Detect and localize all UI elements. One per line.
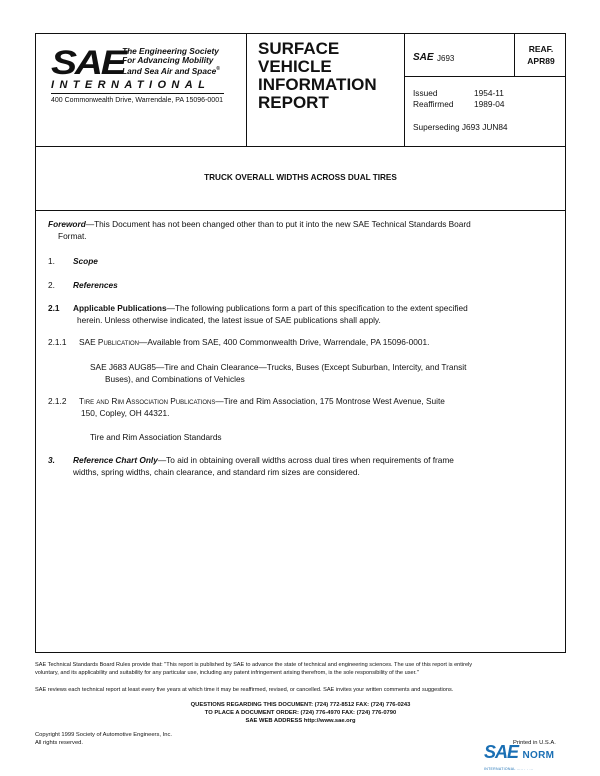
foreword bbox=[48, 219, 471, 231]
reference-entry: Tire and Rim Association Standards bbox=[90, 432, 222, 442]
report-type bbox=[258, 40, 377, 112]
reaffirmed-row bbox=[413, 99, 504, 109]
header-divider bbox=[35, 146, 566, 147]
section-text: —The following publications form a part of this specification to the extent specified bbox=[166, 303, 468, 313]
printed-in: Printed in U.S.A. bbox=[513, 740, 556, 746]
section-text-continued: 150, Copley, OH 44321. bbox=[81, 408, 170, 418]
section-text: —Tire and Rim Association, 175 Montrose West Avenue, Suite bbox=[215, 396, 445, 406]
logo-tagline-line: Land Sea Air and Space® bbox=[122, 65, 220, 76]
section-text-continued: herein. Unless otherwise indicated, the latest issue of SAE publications shall apply. bbox=[77, 315, 381, 325]
section-reference-chart bbox=[73, 455, 454, 467]
logo-tagline-line: For Advancing Mobility bbox=[122, 55, 214, 65]
watermark-mark: SAE bbox=[484, 742, 519, 762]
watermark-text: NORM bbox=[522, 750, 555, 761]
header-column-divider bbox=[514, 33, 515, 76]
header-row-divider bbox=[404, 76, 566, 77]
copyright-line: Copyright 1999 Society of Automotive Engineers, Inc. bbox=[35, 732, 172, 738]
section-text-continued: widths, spring widths, chain clearance, and standard rim sizes are considered. bbox=[73, 467, 360, 477]
document-title: TRUCK OVERALL WIDTHS ACROSS DUAL TIRES bbox=[204, 173, 397, 182]
section-title-scope: Scope bbox=[73, 256, 98, 266]
section-title: Reference Chart Only bbox=[73, 455, 158, 465]
logo-tagline bbox=[122, 47, 220, 76]
logo-international: INTERNATIONAL bbox=[51, 79, 211, 91]
footer-disclaimer bbox=[35, 662, 565, 677]
section-number: 2.1.1 bbox=[48, 337, 67, 347]
logo-address: 400 Commonwealth Drive, Warrendale, PA 15096-0001 bbox=[51, 97, 223, 104]
section-text: —Available from SAE, 400 Commonwealth Drive, Warrendale, PA 15096-0001. bbox=[139, 337, 430, 347]
doc-number: J693 bbox=[437, 54, 455, 63]
section-sae-publication bbox=[79, 337, 429, 349]
reaffirmed-label: Reaffirmed bbox=[413, 99, 454, 109]
report-type-line: SURFACE bbox=[258, 39, 340, 58]
foreword-text: —This Document has not been changed other than to put it into the new SAE Technical Standards Board bbox=[85, 219, 471, 229]
section-label: SAE Publication bbox=[79, 337, 140, 347]
header-column-divider bbox=[246, 33, 247, 146]
status-block bbox=[521, 43, 561, 67]
logo-rule bbox=[51, 93, 224, 94]
footer-questions: QUESTIONS REGARDING THIS DOCUMENT: (724) 772-8512 FAX: (724) 776-0243 bbox=[190, 702, 411, 708]
sae-norm-watermark bbox=[484, 742, 554, 763]
footer-disclaimer-line: SAE Technical Standards Board Rules provide that: "This report is published by SAE to advance the state of technical and engineering sciences. The use of this report is entirely bbox=[35, 662, 473, 668]
watermark-subtext: INTERNATIONAL ..... . . ... bbox=[484, 767, 534, 771]
reference-entry-continued: Buses), and Combinations of Vehicles bbox=[105, 374, 245, 384]
section-applicable-publications bbox=[73, 303, 468, 315]
section-number: 2.1.2 bbox=[48, 396, 67, 406]
superseding: Superseding J693 JUN84 bbox=[413, 122, 508, 132]
report-type-line: REPORT bbox=[258, 93, 329, 112]
issued-value: 1954-11 bbox=[474, 88, 504, 98]
copyright-line: All rights reserved. bbox=[35, 739, 84, 746]
status-line: REAF. bbox=[528, 44, 554, 54]
section-number: 2.1 bbox=[48, 303, 60, 313]
section-text: —To aid in obtaining overall widths across dual tires when requirements of frame bbox=[157, 455, 454, 465]
foreword-label: Foreword bbox=[48, 219, 86, 229]
report-type-line: INFORMATION bbox=[258, 75, 377, 94]
footer-web-address[interactable]: SAE WEB ADDRESS http://www.sae.org bbox=[245, 718, 356, 724]
section-tire-rim-publications bbox=[79, 396, 445, 408]
section-number: 2. bbox=[48, 280, 55, 290]
footer-disclaimer-line: voluntary, and its applicability and suitability for any particular use, including any patent infringement arising therefrom, is the sole responsibility of the user." bbox=[35, 669, 419, 676]
footer-order: TO PLACE A DOCUMENT ORDER: (724) 776-4970 FAX: (724) 776-0790 bbox=[204, 710, 397, 716]
section-number: 1. bbox=[48, 256, 55, 266]
doc-sae-mark: SAE bbox=[413, 52, 434, 63]
status-line: APR89 bbox=[527, 56, 555, 66]
reference-entry: SAE J683 AUG85—Tire and Chain Clearance—Trucks, Buses (Except Suburban, Intercity, and Transit bbox=[90, 362, 467, 372]
reaffirmed-value: 1989-04 bbox=[474, 99, 505, 109]
title-divider bbox=[35, 210, 566, 211]
section-label: Tire and Rim Association Publications bbox=[79, 396, 216, 406]
foreword-continued: Format. bbox=[58, 231, 87, 241]
copyright bbox=[35, 732, 172, 747]
section-title: Applicable Publications bbox=[73, 303, 167, 313]
report-type-line: VEHICLE bbox=[258, 57, 332, 76]
header-column-divider bbox=[404, 33, 405, 146]
footer-review: SAE reviews each technical report at least every five years at which time it may be reaffirmed, revised, or cancelled. SAE invites your written comments and suggestions. bbox=[35, 687, 454, 693]
issued-row bbox=[413, 88, 504, 98]
issued-label: Issued bbox=[413, 88, 438, 98]
logo-tagline-line: The Engineering Society bbox=[122, 46, 219, 56]
section-title-references: References bbox=[73, 280, 118, 290]
section-number: 3. bbox=[48, 455, 55, 465]
sae-logo: SAE bbox=[51, 44, 125, 82]
